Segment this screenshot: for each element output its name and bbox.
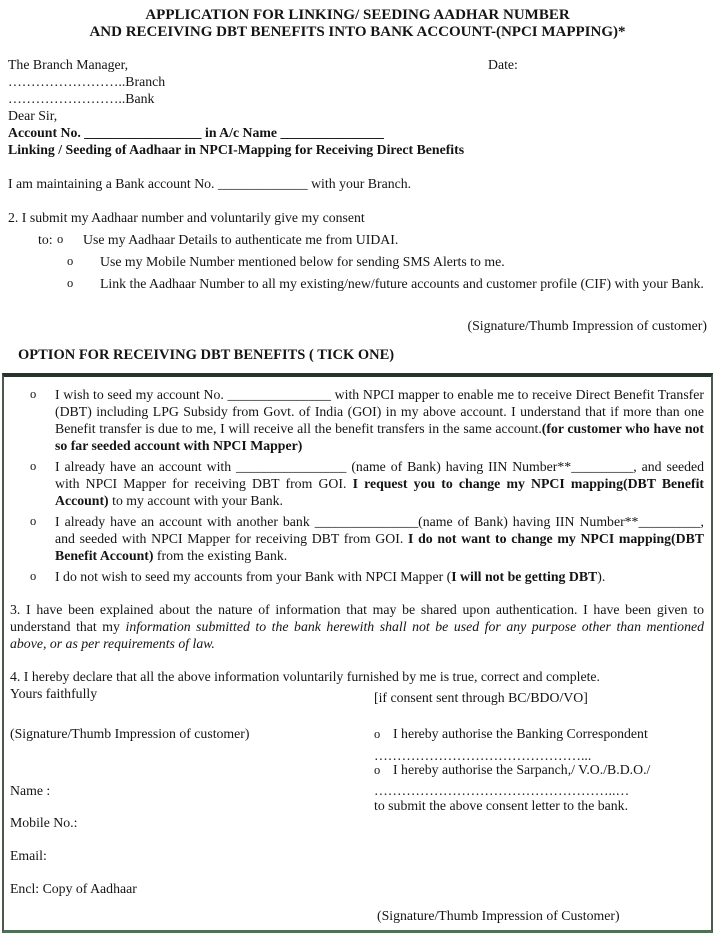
name-label: Name : — [10, 783, 51, 798]
form-title-line2: AND RECEIVING DBT BENEFITS INTO BANK ACCOUNT-(NPCI MAPPING)* — [89, 24, 626, 40]
consent-item — [8, 253, 707, 270]
consent-item-text: Use my Aadhaar Details to authenticate me from UIDAI. — [83, 232, 399, 247]
email-label: Email: — [10, 848, 47, 863]
option-row — [4, 568, 711, 585]
salutation: Dear Sir, — [8, 108, 58, 123]
bc-name-dotted-line: ………………………………………... — [374, 748, 592, 763]
consent-tick-1[interactable]: o — [57, 232, 64, 246]
subject-line: Linking / Seeding of Aadhaar in NPCI-Mapping for Receiving Direct Benefits — [8, 142, 465, 157]
option-text: I already have an account with another bank _______________(name of Bank) having IIN Number**_________, and seeded with NPCI Mapper for receiving DBT from GOI. I do not want to change my NPCI mapping(DBT Benefit Account) from the existing Bank. — [55, 514, 705, 563]
account-number-line: Account No. _________________ in A/c Name _______________ — [8, 125, 384, 140]
option-row — [4, 513, 711, 564]
sarpanch-name-dotted-line: ……………………………………………..… — [374, 783, 630, 798]
consent-to-prefix: to: — [38, 232, 53, 247]
option-text: I wish to seed my account No. _______________ with NPCI mapper to enable me to receive Direct Benefit Transfer (DBT) including LPG Subsidy from Govt. of India (GOI) in my above account. I understand that if more than one Benefit transfer is due to me, I will receive all the benefit transfers in the same account.(for customer who have not so far seeded account with NPCI Mapper) — [55, 387, 704, 453]
customer-signature-note-bottom: (Signature/Thumb Impression of Customer) — [377, 908, 620, 923]
maintaining-account-line: I am maintaining a Bank account No. _____________ with your Branch. — [8, 176, 412, 191]
consent-item-text: Link the Aadhaar Number to all my existing/new/future accounts and customer profile (CIF) with your Bank. — [100, 276, 704, 291]
bank-blank-line: ……………………..Bank — [8, 91, 155, 106]
customer-signature-note: (Signature/Thumb Impression of customer) — [10, 726, 250, 741]
branch-blank-line: ……………………..Branch — [8, 74, 166, 89]
consent-item — [8, 275, 707, 292]
form-title — [0, 0, 715, 41]
consent-tick-2[interactable]: o — [67, 254, 74, 268]
option-tick-2[interactable]: o — [30, 459, 37, 473]
authorise-sarpanch-text: I hereby authorise the Sarpanch,/ V.O./B.D.O./ — [393, 762, 651, 777]
signature-note-top: (Signature/Thumb Impression of customer) — [467, 318, 707, 333]
submit-consent-note: to submit the above consent letter to the bank. — [374, 798, 629, 813]
options-list — [4, 377, 711, 585]
authorise-bc-tick[interactable]: o — [374, 727, 381, 741]
closing-line: Yours faithfully — [10, 686, 98, 701]
recipient-row — [8, 56, 707, 73]
form-title-line1: APPLICATION FOR LINKING/ SEEDING AADHAR NUMBER — [145, 7, 570, 23]
consent-item-text: Use my Mobile Number mentioned below for sending SMS Alerts to me. — [100, 254, 505, 269]
declaration-item-3: 3. I have been explained about the nature of information that may be shared upon authentication. I have been given to understand that my information submitted to the bank herewith shall not be used for any purpose other than mentioned above, or as per requirements of law. — [10, 602, 704, 651]
recipient-label: The Branch Manager, — [8, 57, 129, 72]
consent-tick-3[interactable]: o — [67, 276, 74, 290]
declaration-item-4: 4. I hereby declare that all the above information voluntarily furnished by me is true, correct and complete. — [10, 669, 600, 684]
letter-header — [8, 56, 707, 158]
date-label: Date: — [488, 57, 518, 72]
consent-heading: 2. I submit my Aadhaar number and voluntarily give my consent — [8, 210, 365, 225]
option-text: I already have an account with ________________ (name of Bank) having IIN Number**_________, and seeded with NPCI Mapper for receiving DBT from GOI. I request you to change my NPCI mapping(DBT Benefit Account) to my account with your Bank. — [55, 459, 704, 508]
options-heading: OPTION FOR RECEIVING DBT BENEFITS ( TICK ONE) — [18, 347, 395, 363]
authorise-sarpanch-tick[interactable]: o — [374, 763, 381, 777]
options-box — [2, 373, 713, 933]
consent-channel-note: [if consent sent through BC/BDO/VO] — [374, 690, 588, 705]
option-row — [4, 458, 711, 509]
consent-section — [8, 209, 707, 292]
option-text: I do not wish to seed my accounts from your Bank with NPCI Mapper (I will not be getting DBT). — [55, 569, 606, 584]
authorise-bc-text: I hereby authorise the Banking Correspondent — [393, 726, 648, 741]
option-tick-1[interactable]: o — [30, 387, 37, 401]
authorise-sarpanch-row — [374, 761, 650, 779]
consent-item — [8, 231, 707, 248]
authorise-bc-row — [374, 725, 648, 743]
option-tick-4[interactable]: o — [30, 569, 37, 583]
option-row — [4, 386, 711, 454]
mobile-label: Mobile No.: — [10, 815, 78, 830]
enclosure-note: Encl: Copy of Aadhaar — [10, 881, 137, 896]
option-tick-3[interactable]: o — [30, 514, 37, 528]
